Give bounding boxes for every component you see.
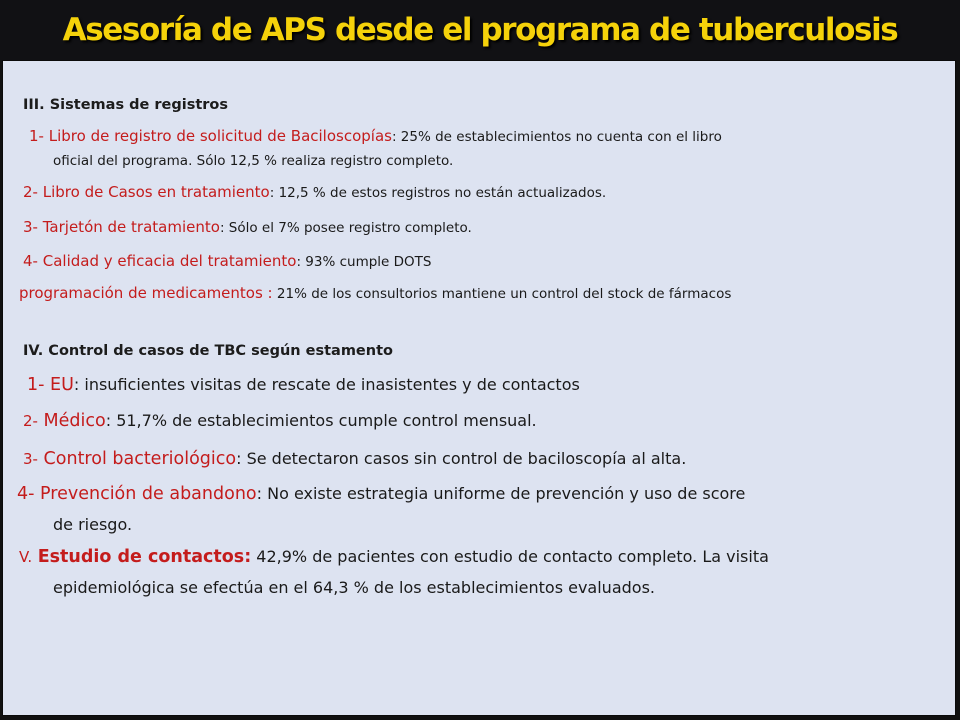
item-label: Libro de registro de solicitud de Baciloscopías: [48, 127, 392, 145]
item-label: programación de medicamentos :: [19, 284, 273, 302]
title-bar: [0, 0, 960, 60]
item-number: 2-: [23, 412, 38, 430]
item-number: 1-: [29, 127, 44, 145]
section-v-label: Estudio de contactos:: [37, 547, 252, 567]
item-number: 1-: [27, 375, 45, 395]
section-iii-heading: III. Sistemas de registros: [23, 97, 229, 113]
section-iii-item-1: [29, 127, 722, 145]
section-iv-item-4-continuation: de riesgo.: [53, 515, 133, 534]
item-label: Control bacteriológico: [43, 449, 237, 469]
item-label: EU: [50, 375, 74, 395]
section-iii-item-4: [23, 252, 432, 270]
item-label: Prevención de abandono: [40, 484, 257, 504]
item-text: 21% de los consultorios mantiene un control del stock de fármacos: [272, 286, 732, 302]
section-v-text: 42,9% de pacientes con estudio de contacto completo. La visita: [251, 547, 769, 566]
item-text: : No existe estrategia uniforme de prevención y uso de score: [256, 484, 746, 503]
item-number: 2-: [23, 183, 38, 201]
item-text: : Se detectaron casos sin control de baciloscopía al alta.: [236, 449, 687, 468]
slide-title: Asesoría de APS desde el programa de tuberculosis: [62, 12, 898, 48]
section-iv-item-2: [23, 411, 537, 431]
item-text: : 25% de establecimientos no cuenta con el libro: [391, 129, 722, 145]
section-iii-item-1-continuation: oficial del programa. Sólo 12,5 % realiza registro completo.: [53, 153, 454, 169]
item-label: Tarjetón de tratamiento: [42, 218, 220, 236]
item-number: 4-: [23, 252, 38, 270]
item-number: 3-: [23, 450, 38, 468]
item-number: 3-: [23, 218, 38, 236]
item-label: Médico: [43, 411, 106, 431]
section-v-number: V.: [19, 548, 33, 566]
item-number: 4-: [17, 484, 35, 504]
content-panel: [2, 60, 956, 716]
section-iii-item-3: [23, 218, 472, 236]
item-text: : insuficientes visitas de rescate de inasistentes y de contactos: [73, 375, 580, 394]
section-iii-item-2: [23, 183, 606, 201]
section-iv-item-4: [17, 484, 745, 504]
item-label: Libro de Casos en tratamiento: [42, 183, 270, 201]
section-iv-heading: IV. Control de casos de TBC según estamento: [23, 343, 393, 359]
item-text: : 93% cumple DOTS: [296, 254, 432, 270]
section-iv-item-1: [27, 375, 580, 395]
item-label: Calidad y eficacia del tratamiento: [42, 252, 297, 270]
section-v-line-1: [19, 547, 769, 567]
section-v-continuation: epidemiológica se efectúa en el 64,3 % de los establecimientos evaluados.: [53, 578, 655, 597]
item-text: : Sólo el 7% posee registro completo.: [219, 220, 472, 236]
item-text: : 12,5 % de estos registros no están actualizados.: [269, 185, 607, 201]
section-iii-item-5: [19, 284, 731, 302]
section-iv-item-3: [23, 449, 686, 469]
item-text: : 51,7% de establecimientos cumple control mensual.: [105, 411, 537, 430]
